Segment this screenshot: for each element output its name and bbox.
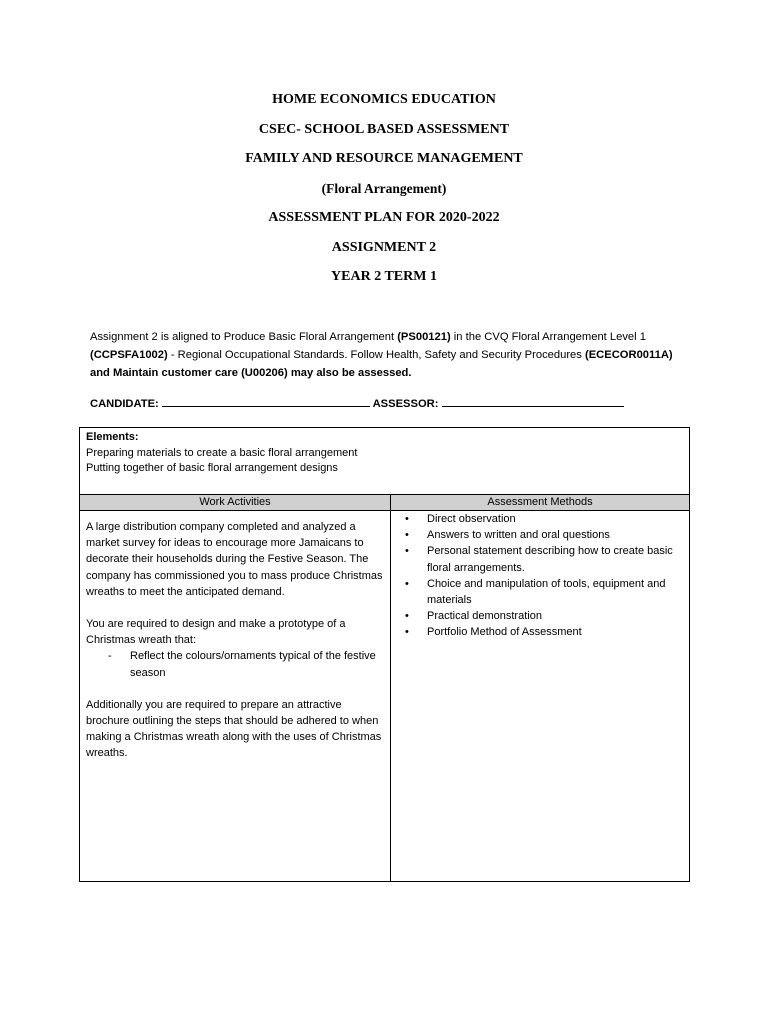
bullet-icon: • xyxy=(405,577,409,590)
methods-list xyxy=(403,511,683,641)
heading-term: YEAR 2 TERM 1 xyxy=(331,269,437,284)
candidate-label: CANDIDATE: xyxy=(90,398,159,410)
heading-subject: FAMILY AND RESOURCE MANAGEMENT xyxy=(245,151,523,166)
list-item: • Portfolio Method of Assessment xyxy=(403,624,683,640)
list-item: • Practical demonstration xyxy=(403,608,683,624)
assessment-methods-cell xyxy=(391,511,690,882)
heading-plan: ASSESSMENT PLAN FOR 2020-2022 xyxy=(268,210,500,225)
heading-assignment: ASSIGNMENT 2 xyxy=(331,239,437,255)
assessor-label: ASSESSOR: xyxy=(372,398,439,410)
intro-paragraph: Assignment 2 is aligned to Produce Basic Floral Arrangement (PS00121) in the CVQ Floral Arrangement Level 1 (CCPSFA1002) - Regional Occupational Standards. Follow Health, Safety and Security Procedures (ECECOR0011A) and Maintain customer care (U00206) may also be assessed. xyxy=(90,331,673,379)
elements-cell xyxy=(80,428,690,495)
work-activities-cell xyxy=(80,511,391,882)
element-item: Preparing materials to create a basic floral arrangement xyxy=(86,446,358,459)
list-item: - Reflect the colours/ornaments typical of the festive season xyxy=(108,650,376,679)
work-dash-list xyxy=(86,648,384,680)
work-paragraph: A large distribution company completed and analyzed a market survey for ideas to encourage more Jamaicans to decorate their households during the Festive Season. The company has commissioned you to mass produce Christmas wreaths to meet the anticipated demand. xyxy=(86,521,383,598)
bullet-icon: • xyxy=(405,545,409,558)
list-item: • Choice and manipulation of tools, equipment and materials xyxy=(405,577,666,607)
elements-title: Elements: xyxy=(86,431,139,443)
document-headings xyxy=(0,88,768,295)
candidate-blank[interactable] xyxy=(162,396,370,407)
list-item: • Direct observation xyxy=(403,511,683,527)
list-item: • Answers to written and oral questions xyxy=(403,527,683,543)
bullet-icon: • xyxy=(405,529,409,542)
assessment-plan-table xyxy=(79,427,690,882)
bullet-icon: • xyxy=(405,610,409,623)
heading-option: (Floral Arrangement) xyxy=(321,180,447,196)
work-paragraph: You are required to design and make a prototype of a Christmas wreath that: xyxy=(86,618,346,647)
heading-assessment: CSEC- SCHOOL BASED ASSESSMENT xyxy=(258,121,510,137)
heading-department: HOME ECONOMICS EDUCATION xyxy=(272,92,496,107)
assessor-blank[interactable] xyxy=(442,396,624,407)
bullet-icon: • xyxy=(405,513,409,525)
element-item: Putting together of basic floral arrangement designs xyxy=(86,462,338,474)
dash-marker: - xyxy=(108,650,112,663)
bullet-icon: • xyxy=(405,626,409,639)
work-paragraph: Additionally you are required to prepare an attractive brochure outlining the steps that should be adhered to when making a Christmas wreath along with the uses of Christmas wreaths. xyxy=(86,698,382,760)
signature-line xyxy=(90,396,690,410)
list-item: • Personal statement describing how to create basic floral arrangements. xyxy=(405,545,673,574)
column-header-work: Work Activities xyxy=(80,495,391,511)
column-header-methods: Assessment Methods xyxy=(391,495,690,511)
